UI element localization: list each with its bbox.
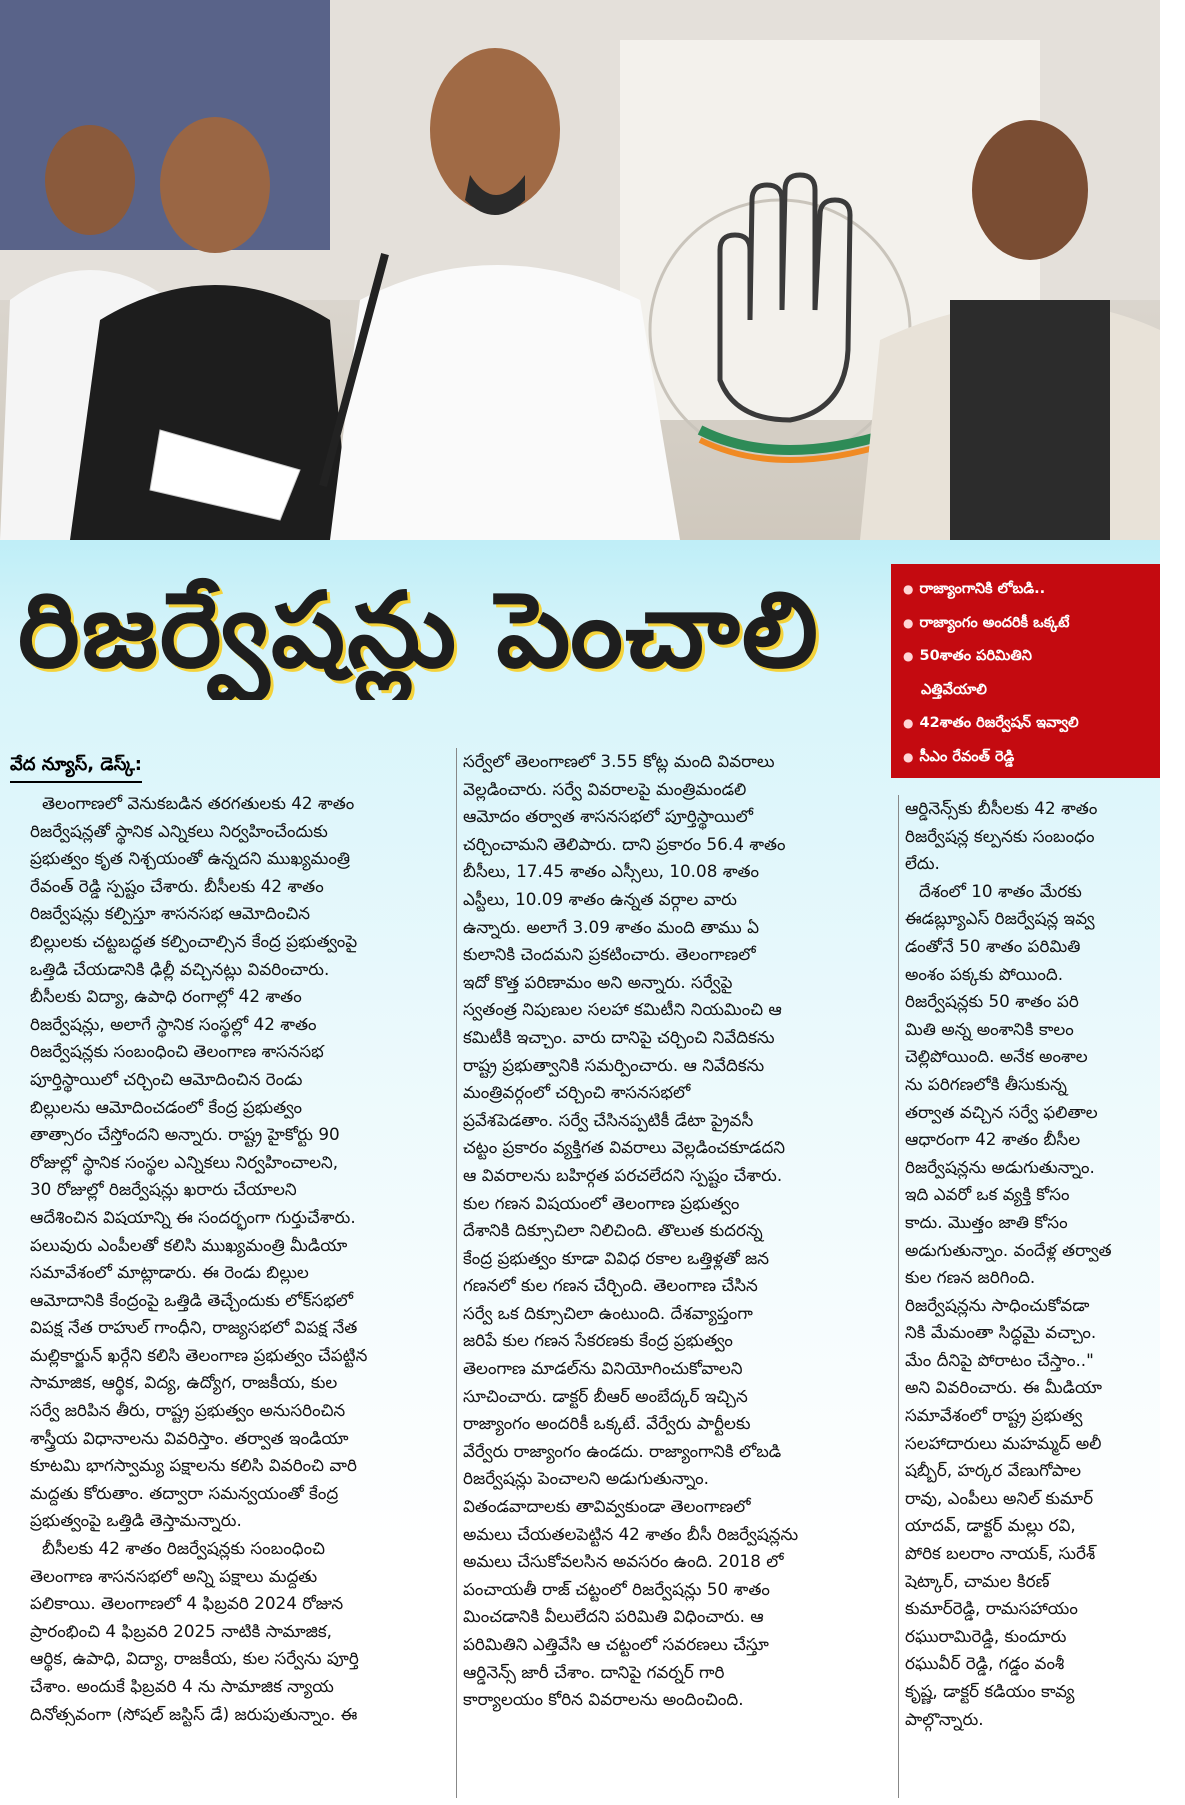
article-line: దేశానికి దిక్సూచిలా నిలిచింది. తొలుత కుదరన్న — [463, 1220, 763, 1241]
article-line: షబ్బీర్, హర్కర వేణుగోపాల — [905, 1460, 1082, 1481]
headline: రిజర్వేషన్లు పెంచాలి — [18, 569, 820, 691]
article-line: తెలంగాణ శాసనసభలో అన్ని పక్షాలు మద్దతు — [30, 1565, 318, 1586]
bullet-icon: ● — [903, 615, 914, 630]
article-line: సమావేశంలో రాష్ట్ర ప్రభుత్వ — [905, 1405, 1083, 1426]
article-line: సర్వే జరిపిన తీరు, రాష్ట్ర ప్రభుత్వం అనుసరించిన — [30, 1400, 346, 1421]
article-line: రిజర్వేషన్లను అడుగుతున్నాం. — [905, 1156, 1095, 1177]
article-line: సలహాదారులు మహమ్మద్ అలీ — [905, 1432, 1102, 1453]
article-line: రిజర్వేషన్లు పెంచాలని అడుగుతున్నాం. — [463, 1468, 709, 1489]
bullet-icon: ● — [903, 582, 914, 596]
article-line: కుల గణన విషయంలో తెలంగాణ ప్రభుత్వం — [463, 1192, 740, 1213]
highlight-item: ● 42శాతం రిజర్వేషన్ ఇవ్వాలి — [903, 707, 1150, 741]
article-line: తాత్సారం చేస్తోందని అన్నారు. రాష్ట్ర హైకోర్టు 90 — [30, 1124, 340, 1145]
article-line: సర్వే ఒక దిక్సూచిలా ఉంటుంది. దేశవ్యాప్తంగా — [463, 1302, 753, 1323]
article-line: మించడానికి వీలులేదని పరిమితి విధించారు. ఆ — [463, 1606, 764, 1627]
article-line: సూచించారు. డాక్టర్ బీఆర్ అంబేద్కర్ ఇచ్చిన — [463, 1385, 748, 1406]
article-column-1 — [30, 790, 450, 1728]
article-line: ఆమోదానికి కేంద్రంపై ఒత్తిడి తెచ్చేందుకు లోక్‌సభలో — [30, 1289, 354, 1310]
article-line: ఇది ఎవరో ఒక వ్యక్తి కోసం — [905, 1184, 1070, 1205]
article-line: కుమార్‌రెడ్డి, రామసహాయం — [905, 1598, 1078, 1619]
highlight-item: ● రాజ్యాంగం అందరికీ ఒక్కటే — [903, 607, 1150, 641]
article-line: ను పరిగణలోకి తీసుకున్న — [905, 1073, 1067, 1094]
article-line: దినోత్సవంగా (సోషల్ జస్టిస్ డే) జరుపుతున్నాం. ఈ — [30, 1703, 358, 1724]
article-line: వేర్వేరు రాజ్యాంగం ఉండదు. రాజ్యాంగానికి లోబడి — [463, 1440, 782, 1461]
article-line: పంచాయతీ రాజ్ చట్టంలో రిజర్వేషన్లు 50 శాతం — [463, 1578, 770, 1599]
article-line: రిజర్వేషన్లతో స్థానిక ఎన్నికలు నిర్వహించేందుకు — [30, 820, 328, 841]
article-line: డంతోనే 50 శాతం పరిమితి — [905, 935, 1081, 956]
article-line: సామాజిక, ఆర్థిక, విద్య, ఉద్యోగ, రాజకీయ, కుల — [30, 1372, 338, 1393]
article-line: విపక్ష నేత రాహుల్ గాంధీని, రాజ్యసభలో విపక్ష నేత — [30, 1317, 358, 1338]
article-line: పలికాయి. తెలంగాణలో 4 ఫిబ్రవరి 2024 రోజున — [30, 1593, 344, 1614]
article-line: ఈడబ్ల్యూఎస్ రిజర్వేషన్ల ఇవ్వ — [905, 908, 1095, 929]
article-line: రిజర్వేషన్లు కల్పిస్తూ శాసనసభ ఆమోదించిన — [30, 903, 311, 924]
article-line: రఘువీర్ రెడ్డి, గడ్డం వంశీ — [905, 1653, 1065, 1674]
article-line: రావు, ఎంపీలు అనిల్ కుమార్ — [905, 1487, 1094, 1508]
press-photo-illustration — [0, 0, 1160, 540]
bullet-icon: ● — [903, 649, 914, 663]
article-line: కాదు. మొత్తం జాతి కోసం — [905, 1211, 1068, 1232]
highlight-item: ● 50శాతం పరిమితిని — [903, 640, 1150, 674]
article-line: పరిమితిని ఎత్తివేసి ఆ చట్టంలో సవరణలు చేస్తూ — [463, 1634, 769, 1654]
column-divider — [456, 748, 457, 1798]
article-column-3 — [905, 795, 1155, 1733]
article-line: రోజుల్లో స్థానిక సంస్థల ఎన్నికలు నిర్వహించాలని, — [30, 1151, 339, 1172]
article-line: మంత్రివర్గంలో చర్చించి శాసనసభలో — [463, 1082, 691, 1103]
article-line: అమలు చేయతలపెట్టిన 42 శాతం బీసీ రిజర్వేషన్లను — [463, 1523, 799, 1544]
article-line: రాజ్యాంగం అందరికీ ఒక్కటే. వేర్వేరు పార్టీలకు — [463, 1413, 751, 1434]
article-line: రిజర్వేషన్లకు సంబంధించి తెలంగాణ శాసనసభ — [30, 1041, 324, 1062]
article-line: వితండవాదాలకు తావివ్వకుండా తెలంగాణలో — [463, 1496, 751, 1517]
article-line: సర్వేలో తెలంగాణలో 3.55 కోట్ల మంది వివరాలు — [463, 751, 775, 771]
article-line: రిజర్వేషన్లు, అలాగే స్థానిక సంస్థల్లో 42 శాతం — [30, 1013, 317, 1034]
highlight-item: ● సీఎం రేవంత్ రెడ్డి — [903, 741, 1150, 775]
article-line: పూర్తిస్థాయిలో చర్చించి ఆమోదించిన రెండు — [30, 1068, 303, 1089]
article-line: రఘురామిరెడ్డి, కుందూరు — [905, 1625, 1067, 1646]
article-line: కుల గణన జరిగింది. — [905, 1267, 1036, 1288]
article-line: దేశంలో 10 శాతం మేరకు — [919, 880, 1082, 901]
article-line: ప్రవేశపెడతాం. సర్వే చేసినప్పటికీ డేటా ప్రైవసీ — [463, 1109, 754, 1130]
article-line: పాల్గొన్నారు. — [905, 1708, 984, 1729]
article-line: రిజర్వేషన్లను సాధించుకోవడా — [905, 1294, 1090, 1315]
article-line: స్వతంత్ర నిపుణుల సలహా కమిటీని నియమించి ఆ — [463, 999, 782, 1020]
article-line: నికి మేమంతా సిద్ధమై వచ్చాం. — [905, 1322, 1097, 1343]
article-line: గణనలో కుల గణన చేర్చింది. తెలంగాణ చేసిన — [463, 1275, 758, 1296]
article-line: సమావేశంలో మాట్లాడారు. ఈ రెండు బిల్లుల — [30, 1262, 309, 1283]
article-line: బీసీలకు 42 శాతం రిజర్వేషన్లకు సంబంధించి — [42, 1538, 325, 1559]
article-line: మేం దీనిపై పోరాటం చేస్తాం.." — [905, 1349, 1094, 1370]
article-line: తెలంగాణలో వెనుకబడిన తరగతులకు 42 శాతం — [42, 793, 355, 813]
article-line: వెల్లడించారు. సర్వే వివరాలపై మంత్రిమండలి — [463, 778, 747, 799]
press-photo — [0, 0, 1160, 540]
article-line: ఎస్టీలు, 10.09 శాతం ఉన్నత వర్గాల వారు — [463, 888, 737, 909]
article-line: ఆధారంగా 42 శాతం బీసీల — [905, 1129, 1081, 1150]
bullet-icon: ● — [903, 716, 914, 730]
article-line: రేవంత్ రెడ్డి స్పష్టం చేశారు. బీసీలకు 42 శాతం — [30, 875, 324, 896]
article-line: చర్చించామని తెలిపారు. దాని ప్రకారం 56.4 శాతం — [463, 833, 786, 854]
article-column-2 — [463, 748, 893, 1714]
article-line: ఒత్తిడి చేయడానికి ఢిల్లీ వచ్చినట్లు వివరించారు. — [30, 958, 330, 979]
article-line: మల్లికార్జున్ ఖర్గేని కలిసి తెలంగాణ ప్రభుత్వం చేపట్టిన — [30, 1344, 368, 1365]
article-line: ఉన్నారు. అలాగే 3.09 శాతం మంది తాము ఏ — [463, 916, 759, 937]
article-line: అని వివరించారు. ఈ మీడియా — [905, 1377, 1102, 1398]
article-line: బీసీలకు విద్యా, ఉపాధి రంగాల్లో 42 శాతం — [30, 986, 302, 1007]
article-line: అమలు చేసుకోవలసిన అవసరం ఉంది. 2018 లో — [463, 1551, 784, 1572]
article-line: లేదు. — [905, 853, 940, 874]
article-line: ప్రభుత్వం కృత నిశ్చయంతో ఉన్నదని ముఖ్యమంత్రి — [30, 848, 351, 869]
article-line: ఆర్డినెన్స్‌కు బీసీలకు 42 శాతం — [905, 798, 1098, 818]
article-line: తెలంగాణ మాడల్‌ను వినియోగించుకోవాలని — [463, 1358, 743, 1379]
column-divider — [898, 795, 899, 1798]
article-line: అడుగుతున్నాం. వందేళ్ల తర్వాత — [905, 1239, 1112, 1260]
article-line: ఇదో కొత్త పరిణామం అని అన్నారు. సర్వేపై — [463, 971, 733, 992]
article-line: చేశాం. అందుకే ఫిబ్రవరి 4 ను సామాజిక న్యాయ — [30, 1676, 334, 1696]
article-line: రాష్ట్ర ప్రభుత్వానికి సమర్పించారు. ఆ నివేదికను — [463, 1054, 765, 1075]
article-line: ఆ వివరాలను బహిర్గత పరచలేదని స్పష్టం చేశారు. — [463, 1164, 783, 1185]
highlights-box — [891, 564, 1160, 778]
article-line: కూటమి భాగస్వామ్య పక్షాలను కలిసి వివరించి వారి — [30, 1455, 357, 1476]
article-line: అంశం పక్కకు పోయింది. — [905, 963, 1064, 984]
article-line: పోరిక బలరాం నాయక్, సురేశ్ — [905, 1543, 1096, 1564]
article-line: ఆమోదం తర్వాత శాసనసభలో పూర్తిస్థాయిలో — [463, 806, 753, 827]
article-line: కమిటీకి ఇచ్చాం. వారు దానిపై చర్చించి నివేదికను — [463, 1026, 775, 1047]
article-line: కేంద్ర ప్రభుత్వం కూడా వివిధ రకాల ఒత్తిళ్లతో జన — [463, 1247, 770, 1268]
article-line: బీసీలు, 17.45 శాతం ఎస్సీలు, 10.08 శాతం — [463, 861, 760, 882]
article-line: ప్రారంభించి 4 ఫిబ్రవరి 2025 నాటికి సామాజిక, — [30, 1620, 332, 1641]
article-line: కులానికి చెందమని ప్రకటించారు. తెలంగాణలో — [463, 944, 756, 965]
article-line: జరిపే కుల గణన సేకరణకు కేంద్ర ప్రభుత్వం — [463, 1330, 733, 1351]
article-line: మద్దతు కోరుతాం. తద్వారా సమన్వయంతో కేంద్ర — [30, 1482, 339, 1503]
article-line: ప్రభుత్వంపై ఒత్తిడి తెస్తామన్నారు. — [30, 1510, 242, 1531]
article-line: చెల్లిపోయింది. అనేక అంశాల — [905, 1046, 1088, 1067]
article-line: చట్టం ప్రకారం వ్యక్తిగత వివరాలు వెల్లడించకూడదని — [463, 1137, 786, 1158]
article-line: ఆర్డినెన్స్ జారీ చేశాం. దానిపై గవర్నర్ గారి — [463, 1661, 725, 1682]
article-line: కార్యాలయం కోరిన వివరాలను అందించింది. — [463, 1689, 744, 1710]
article-line: యాదవ్, డాక్టర్ మల్లు రవి, — [905, 1515, 1076, 1536]
article-line: తర్వాత వచ్చిన సర్వే ఫలితాల — [905, 1101, 1098, 1122]
article-line: మితి అన్న అంశానికి కాలం — [905, 1018, 1074, 1039]
article-line: రిజర్వేషన్ల కల్పనకు సంబంధం — [905, 825, 1095, 846]
article-line: కృష్ణ, డాక్టర్ కడియం కావ్య — [905, 1681, 1075, 1701]
article-line: బిల్లులను ఆమోదించడంలో కేంద్ర ప్రభుత్వం — [30, 1096, 302, 1117]
article-line: షెట్కార్, చామల కిరణ్ — [905, 1570, 1050, 1591]
bullet-icon: ● — [903, 749, 914, 764]
highlight-item: ● రాజ్యాంగానికి లోబడి.. — [903, 573, 1150, 607]
article-line: ఆర్థిక, ఉపాధి, విద్యా, రాజకీయ, కుల సర్వేను పూర్తి — [30, 1648, 359, 1669]
article-line: ఆదేశించిన విషయాన్ని ఈ సందర్భంగా గుర్తుచేశారు. — [30, 1206, 356, 1227]
article-line: శాస్త్రీయ విధానాలను వివరిస్తాం. తర్వాత ఇండియా — [30, 1427, 349, 1448]
article-line: బిల్లులకు చట్టబద్ధత కల్పించాల్సిన కేంద్ర ప్రభుత్వంపై — [30, 930, 358, 951]
highlight-item-continued: ఎత్తివేయాలి — [921, 681, 987, 698]
article-line: 30 రోజుల్లో రిజర్వేషన్లు ఖరారు చేయాలని — [30, 1179, 297, 1200]
article-line: పలువురు ఎంపీలతో కలిసి ముఖ్యమంత్రి మీడియా — [30, 1234, 348, 1255]
dateline: వేద న్యూస్, డెస్క్: — [10, 754, 142, 783]
article-line: రిజర్వేషన్లకు 50 శాతం పరి — [905, 991, 1079, 1012]
